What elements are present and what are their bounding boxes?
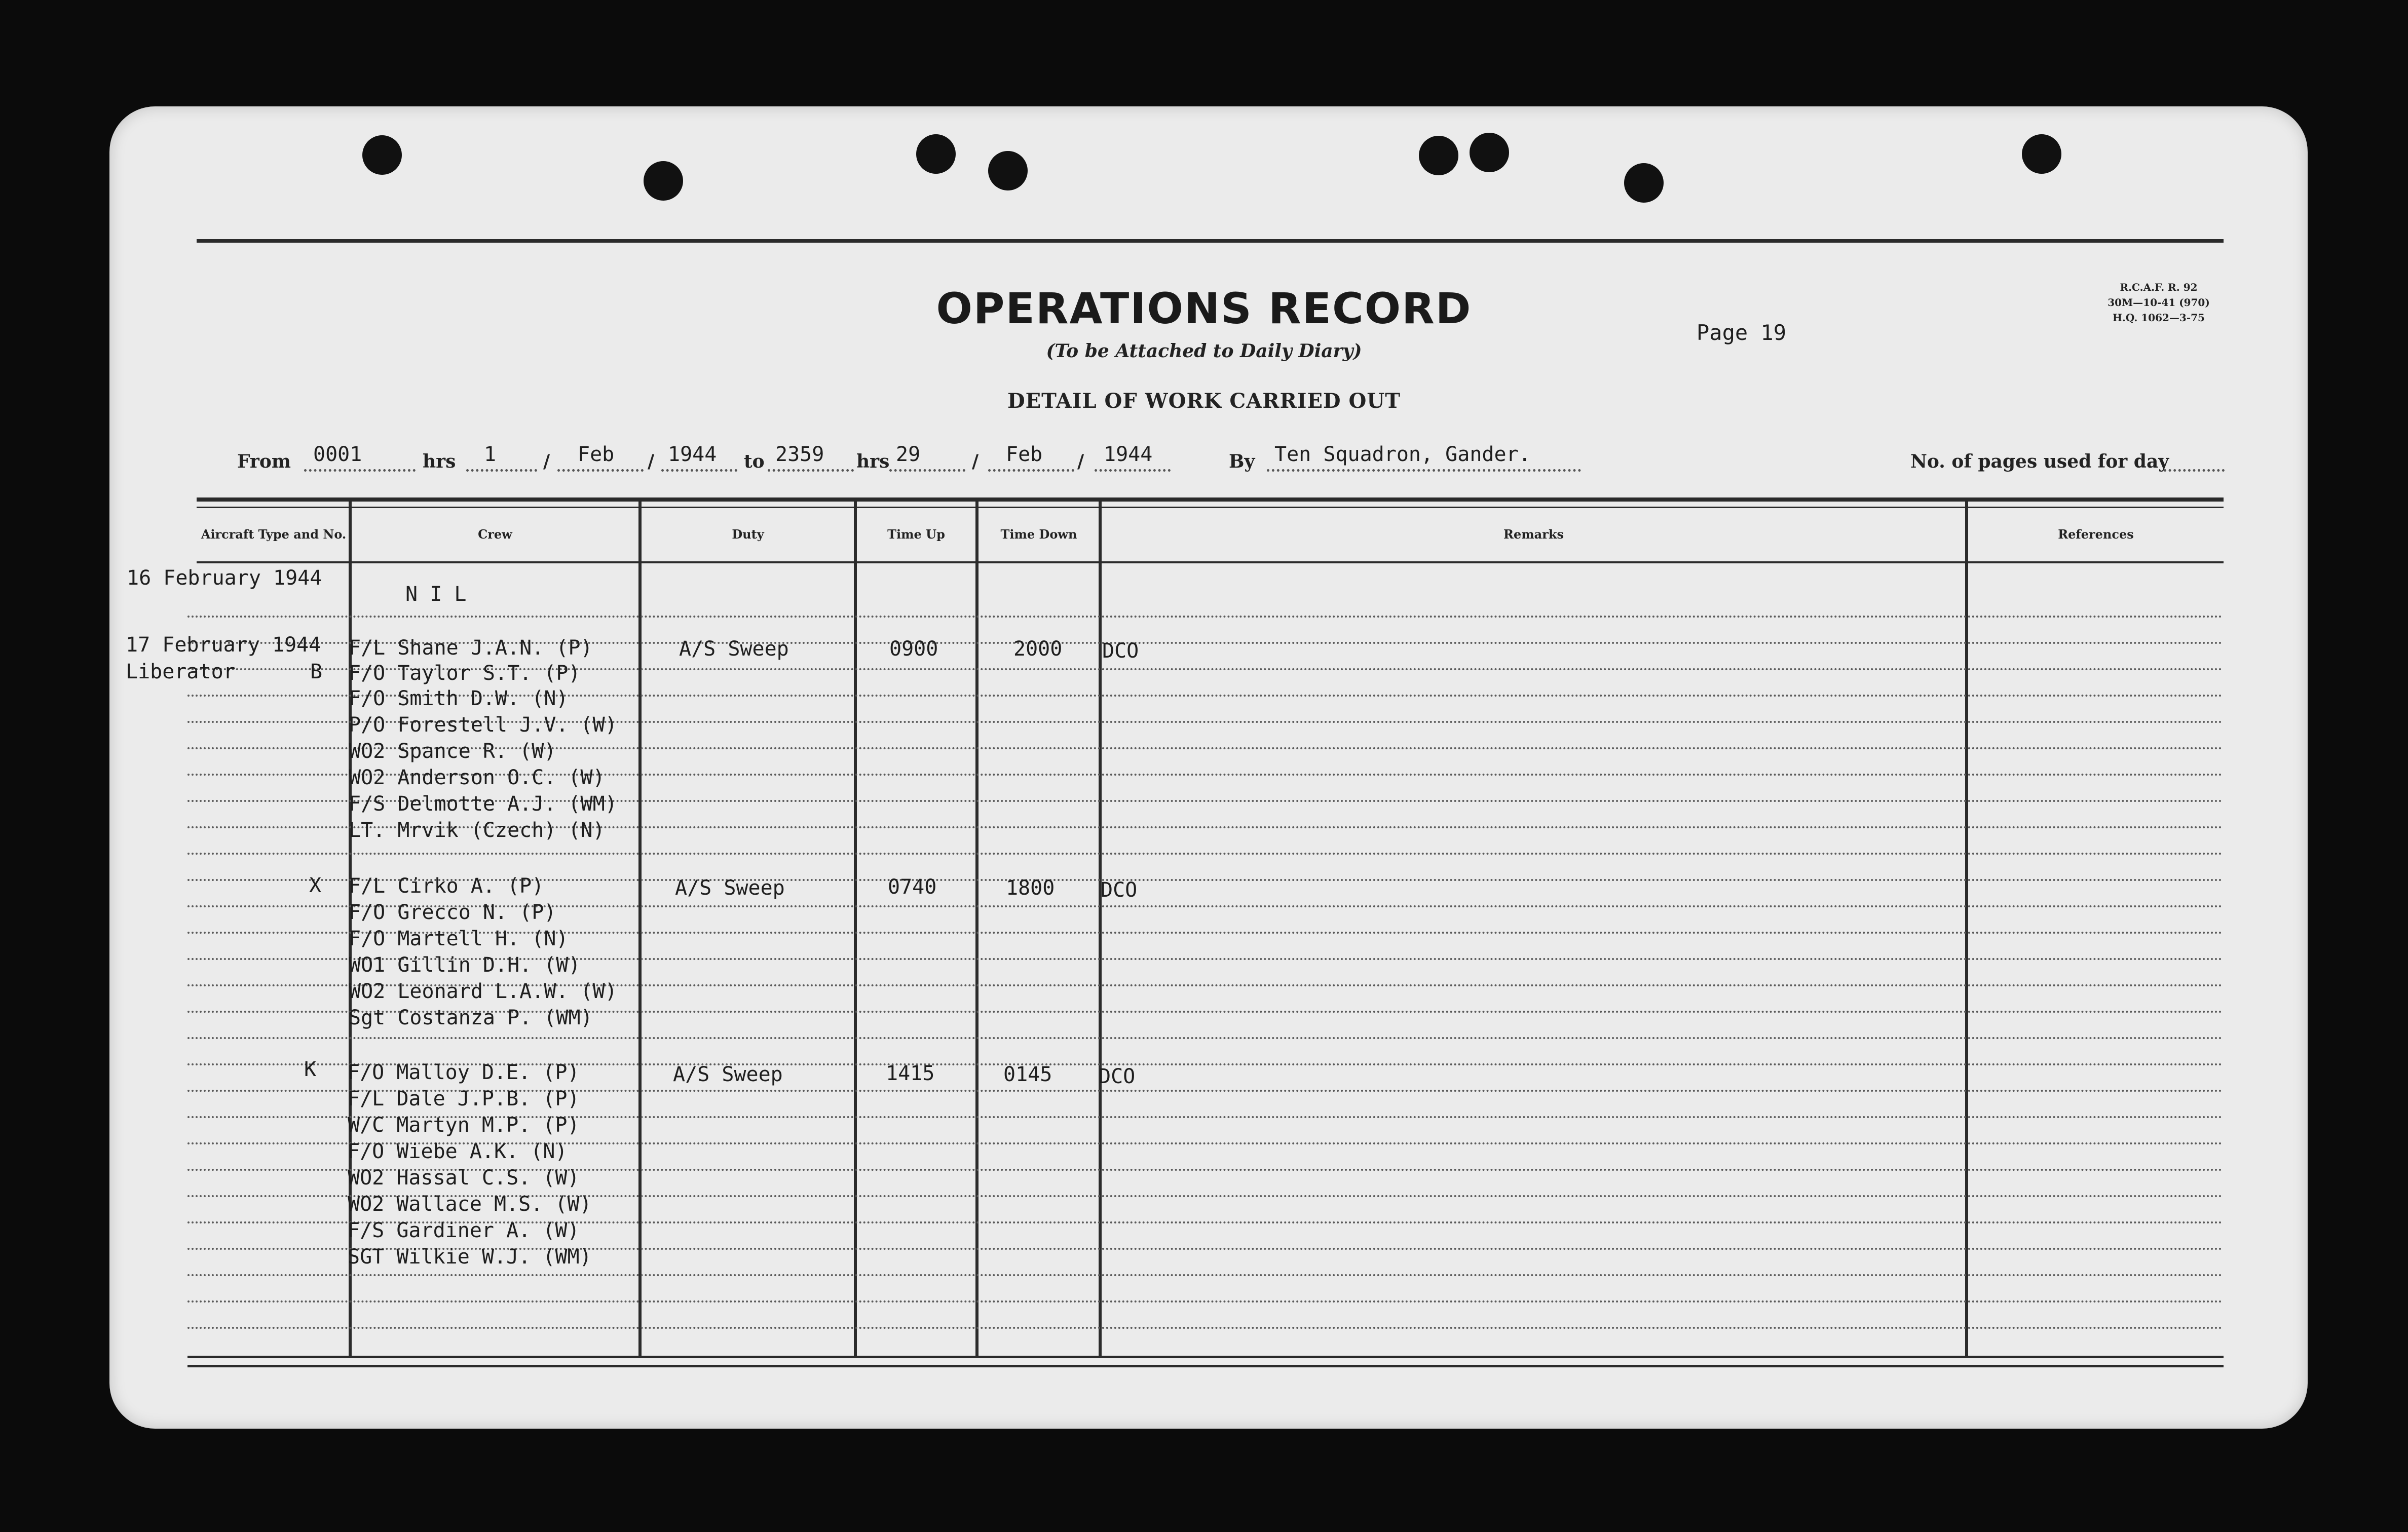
form-title: OPERATIONS RECORD [936, 284, 1472, 333]
col-crew: Crew [478, 527, 512, 542]
table-top-rule-thin [197, 507, 2224, 508]
duty: A/S Sweep [675, 876, 785, 900]
nil-entry: N I L [405, 583, 467, 606]
crew-member: WO1 Gillin D.H. (W) [349, 953, 581, 977]
crew-member: SGT Wilkie W.J. (WM) [348, 1245, 592, 1269]
crew-member: W/C Martyn M.P. (P) [348, 1114, 580, 1137]
crew-member: F/O Martell H. (N) [349, 927, 569, 950]
crew-member: F/O Smith D.W. (N) [349, 687, 569, 710]
top-rule [197, 239, 2224, 243]
column-divider [638, 502, 642, 1358]
underline [988, 469, 1074, 472]
column-divider [975, 502, 979, 1358]
from-month: Feb [578, 443, 615, 466]
crew-member: F/L Cirko A. (P) [349, 874, 544, 898]
ruled-line [187, 1274, 2224, 1276]
table-top-rule [197, 497, 2224, 502]
col-time-up: Time Up [887, 527, 945, 542]
duty: A/S Sweep [673, 1063, 783, 1086]
page-number: Page 19 [1697, 320, 1787, 345]
crew-member: LT. Mrvik (Czech) (N) [349, 819, 605, 842]
by-unit: Ten Squadron, Gander. [1274, 443, 1531, 466]
crew-member: WO2 Hassal C.S. (W) [348, 1166, 580, 1190]
underline [1267, 469, 1581, 472]
col-aircraft: Aircraft Type and No. [201, 527, 347, 542]
date-separator: / [648, 451, 655, 472]
crew-member: F/O Taylor S.T. (P) [349, 662, 581, 685]
time-up: 0740 [888, 875, 937, 899]
form-subtitle: (To be Attached to Daily Diary) [1046, 340, 1362, 362]
to-time: 2359 [775, 443, 824, 466]
from-label: From [237, 451, 291, 472]
crew-member: F/O Wiebe A.K. (N) [348, 1140, 568, 1163]
date-separator: / [543, 451, 550, 472]
col-duty: Duty [732, 527, 764, 542]
punch-hole [988, 151, 1028, 190]
date-separator: / [972, 451, 979, 472]
time-down: 0145 [1003, 1063, 1052, 1086]
table-bottom-rule [187, 1356, 2224, 1358]
col-time-down: Time Down [1000, 527, 1077, 542]
detail-heading: DETAIL OF WORK CARRIED OUT [1007, 389, 1401, 413]
by-label: By [1229, 451, 1255, 472]
column-divider [854, 502, 857, 1358]
to-year: 1944 [1104, 443, 1153, 466]
crew-member: Sgt Costanza P. (WM) [349, 1006, 593, 1029]
time-up: 0900 [889, 637, 938, 661]
pages-used-label: No. of pages used for day [1910, 451, 2169, 472]
crew-member: WO2 Anderson O.C. (W) [349, 766, 605, 789]
crew-member: F/O Malloy D.E. (P) [348, 1061, 580, 1084]
time-up: 1415 [886, 1062, 935, 1085]
to-month: Feb [1006, 443, 1043, 466]
ruled-line [187, 1327, 2224, 1329]
crew-member: F/S Gardiner A. (W) [348, 1219, 580, 1242]
aircraft-letter: X [309, 874, 322, 897]
underline [304, 469, 416, 472]
column-divider [1965, 502, 1968, 1358]
underline [889, 469, 965, 472]
underline [661, 469, 737, 472]
form-code-line: R.C.A.F. R. 92 [2120, 281, 2198, 293]
entry-date: 17 February 1944 [126, 633, 321, 657]
underline [768, 469, 854, 472]
to-label: to [744, 451, 765, 472]
time-down: 2000 [1013, 637, 1063, 661]
underline [2164, 469, 2225, 472]
crew-member: P/O Forestell J.V. (W) [349, 713, 617, 737]
crew-member: WO2 Wallace M.S. (W) [348, 1193, 592, 1216]
hrs-label: hrs [423, 451, 456, 472]
table-bottom-rule-2 [187, 1365, 2224, 1367]
duty: A/S Sweep [679, 637, 789, 661]
punch-hole [2022, 134, 2061, 174]
punch-hole [362, 135, 402, 175]
punch-hole [916, 134, 956, 174]
form-code [2083, 280, 2235, 325]
crew-member: WO2 Leonard L.A.W. (W) [349, 980, 617, 1003]
crew-member: F/S Delmotte A.J. (WM) [349, 792, 617, 816]
underline [1095, 469, 1171, 472]
punch-hole [1419, 136, 1458, 175]
ruled-line [187, 853, 2224, 855]
ruled-line [187, 1037, 2224, 1039]
crew-member: F/O Grecco N. (P) [349, 901, 556, 924]
col-references: References [2058, 527, 2134, 542]
from-time: 0001 [313, 443, 362, 466]
underline [557, 469, 644, 472]
remarks: DCO [1099, 1065, 1136, 1088]
entry-date: 16 February 1944 [127, 566, 322, 590]
form-code-line: H.Q. 1062—3-75 [2113, 312, 2205, 324]
from-day: 1 [484, 443, 497, 466]
ruled-line [187, 616, 2224, 618]
remarks: DCO [1101, 878, 1138, 902]
ruled-line [187, 1300, 2224, 1303]
from-year: 1944 [668, 443, 717, 466]
punch-hole [1624, 163, 1664, 203]
remarks: DCO [1102, 639, 1139, 663]
time-down: 1800 [1006, 876, 1055, 900]
underline [466, 469, 537, 472]
aircraft-letter: K [304, 1058, 317, 1081]
punch-hole [1470, 133, 1509, 172]
to-day: 29 [896, 443, 921, 466]
crew-member: WO2 Spance R. (W) [349, 740, 556, 763]
punch-hole [644, 161, 683, 201]
date-separator: / [1077, 451, 1084, 472]
header-bottom-rule [197, 561, 2224, 563]
form-code-line: 30M—10-41 (970) [2108, 296, 2210, 309]
aircraft-type: Liberator [126, 660, 236, 683]
crew-member: F/L Dale J.P.B. (P) [348, 1087, 580, 1110]
hrs-label: hrs [856, 451, 890, 472]
crew-member: F/L Shane J.A.N. (P) [349, 636, 593, 660]
column-divider [1099, 502, 1102, 1358]
aircraft-letter: B [310, 660, 323, 683]
col-remarks: Remarks [1503, 527, 1564, 542]
